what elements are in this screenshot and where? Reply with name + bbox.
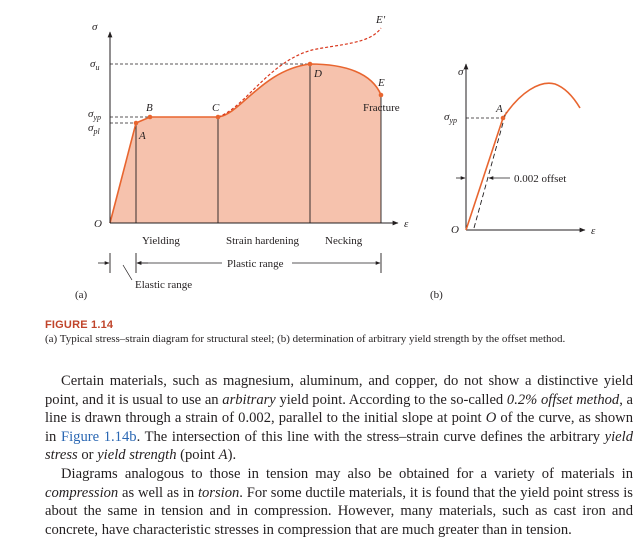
b-point-a-dot [501,116,506,121]
panel-a [75,14,409,301]
b-stress-strain-curve [466,83,580,230]
body-text [45,372,633,539]
strain-hardening-label: Strain hardening [226,235,300,247]
point-e-label: E [378,77,385,89]
yielding-label: Yielding [142,235,180,247]
necking-label: Necking [325,235,363,247]
figure-caption [45,319,635,346]
paragraph-2: Diagrams analogous to those in tension may also be obtained for a variety of materials in compression as well as in torsion. For some ductile materials, it is found that the yield point stress is about the same in tension and in compression. However, many materials, such as cast iron and concrete, have characteristic stresses in compression that are much greater than in tension. [45,465,633,538]
point-d-label: D [314,68,322,80]
fracture-label: Fracture [363,102,400,114]
point-e-dot [379,93,384,98]
panel-b-label: (b) [430,289,443,301]
point-d-dot [308,62,313,67]
panel-a-label: (a) [75,289,88,301]
point-b-dot [148,115,153,120]
area-under-curve [110,64,381,223]
paragraph-1: Certain materials, such as magnesium, aluminum, and copper, do not show a distinctive yield point, and it is usual to use an arbitrary yield point. According to the so-called 0.2% offset method, a line is drawn through a strain of 0.002, parallel to the initial slope at point O of the curve, as shown in Figure 1.14b. The intersection of this line with the stress–strain curve defines the arbitrary yield stress or yield strength (point A). [45,373,634,464]
point-c-dot [216,115,221,120]
sigma-u-label: $\sigma_u$ [90,58,100,72]
b-point-a-label: A [496,103,503,115]
b-sigma-axis-label: σ [458,66,464,78]
eps-axis-label: ε [404,218,409,230]
point-b-label: B [146,102,153,114]
plastic-range-label: Plastic range [227,258,284,270]
sigma-yp-label: $\sigma_{yp}$ [88,108,101,122]
caption-text: (a) Typical stress–strain diagram for structural steel; (b) determination of arbitrary yield strength by the offset method. [45,333,566,345]
b-origin-label: O [451,224,459,236]
point-a-dot [134,121,139,126]
elastic-range-label: Elastic range [135,279,193,291]
caption-label: FIGURE 1.14 [45,319,114,331]
point-c-label: C [212,102,220,114]
panel-b [430,64,596,301]
b-offset-line [474,112,506,228]
b-eps-axis-label: ε [591,225,596,237]
figure-1-14b-link[interactable]: Figure 1.14b [61,428,137,445]
b-sigma-yp-label: $\sigma_{yp}$ [444,111,457,125]
sigma-pl-label: $\sigma_{pl}$ [88,122,100,136]
offset-label: 0.002 offset [514,173,567,185]
point-a-label: A [139,130,146,142]
point-e-prime-label: E′ [376,14,386,26]
elastic-range-leader [123,265,132,280]
origin-label: O [94,218,102,230]
sigma-axis-label: σ [92,21,98,33]
